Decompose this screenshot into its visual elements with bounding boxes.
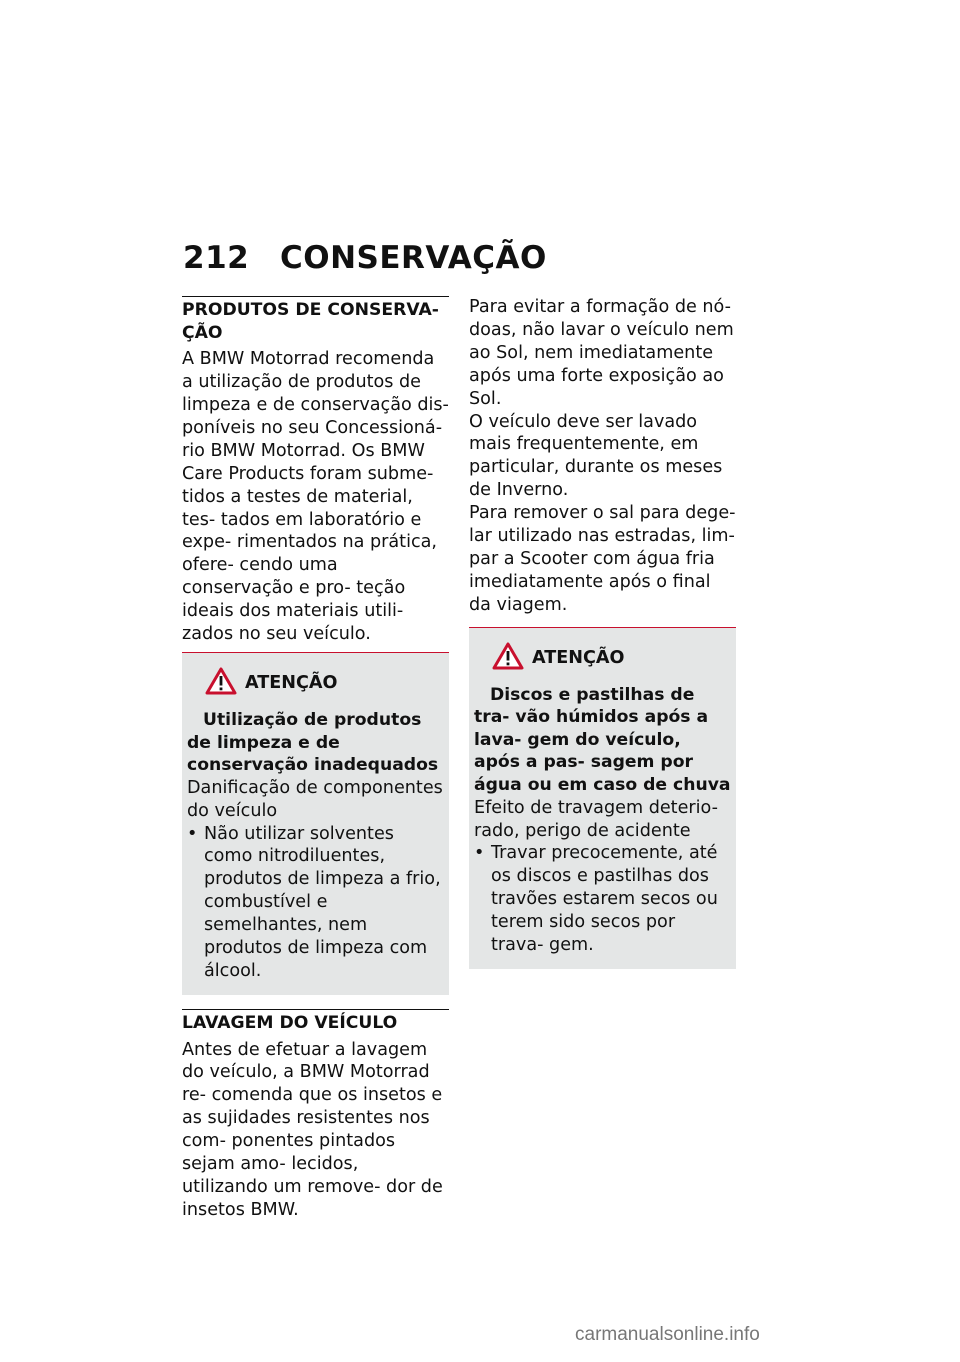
list-item-text: Travar precocemente, até os discos e pastilhas dos travões estarem secos ou terem sido secos por trava- gem. (491, 843, 718, 956)
warning-action-list (474, 842, 731, 957)
warning-box-brakes (469, 627, 736, 969)
section-heading-washing: LAVAGEM DO VEÍCULO (182, 1009, 449, 1035)
bullet-icon: • (187, 823, 198, 844)
products-paragraph: A BMW Motorrad recomenda a utilização de produtos de limpeza e de conservação dis- poníveis no seu Concessioná- rio BMW Motorrad. Os BMW Care Products foram subme- tidos a testes de material, tes- tados em laboratório e expe- rimentados na prática, ofere- cendo uma conservação e pro- teção ideais dos materiais utili- zados no seu veículo. (182, 349, 449, 645)
warning-heading-text: Utilização de produtos de limpeza e de conservação inadequados (187, 709, 439, 776)
warning-consequence: Danificação de componentes do veículo (187, 777, 443, 821)
list-item (187, 823, 444, 983)
warning-heading-text: Discos e pastilhas de tra- vão húmidos após a lava- gem do veículo, após a pas- sagem por água ou em caso de chuva (474, 684, 731, 796)
warning-action-list (187, 823, 444, 983)
left-column (182, 296, 449, 1222)
section-heading-products: PRODUTOS DE CONSERVA- ÇÃO (182, 296, 449, 344)
washing-paragraph: Antes de efetuar a lavagem do veículo, a BMW Motorrad re- comenda que os insetos e as sujidades resistentes nos com- ponentes pintados sejam amo- lecidos, utilizando um remove- dor de insetos BMW. (182, 1039, 443, 1220)
warning-heading (187, 709, 444, 777)
warning-box-products (182, 652, 449, 995)
warning-title: ATENÇÃO (245, 672, 338, 693)
right-column (469, 296, 736, 983)
warning-title-row (474, 642, 731, 674)
warning-title-row (187, 667, 444, 699)
chapter-title: CONSERVAÇÃO (280, 240, 547, 276)
winter-paragraph: O veículo deve ser lavado mais frequentemente, em particular, durante os meses de Inverno. (469, 411, 723, 501)
warning-heading (474, 684, 731, 797)
warning-consequence: Efeito de travagem deterio- rado, perigo de acidente (474, 797, 718, 841)
bullet-icon: • (474, 843, 485, 864)
warning-title: ATENÇÃO (532, 647, 625, 668)
watermark: carmanualsonline.info (575, 1324, 760, 1345)
page-number: 212 (183, 240, 250, 276)
list-item-text: Não utilizar solventes como nitrodiluentes, produtos de limpeza a frio, combustível e semelhantes, nem produtos de limpeza com álcool. (204, 823, 441, 981)
salt-paragraph: Para remover o sal para dege- lar utilizado nas estradas, lim- par a Scooter com água fria imediatamente após o final da viagem. (469, 503, 736, 615)
page-header (183, 240, 547, 276)
warning-triangle-icon (205, 667, 237, 699)
warning-triangle-icon (492, 642, 524, 674)
stain-paragraph: Para evitar a formação de nó- doas, não lavar o veículo nem ao Sol, nem imediatamente após uma forte exposição ao Sol. (469, 297, 734, 409)
list-item (474, 842, 731, 957)
